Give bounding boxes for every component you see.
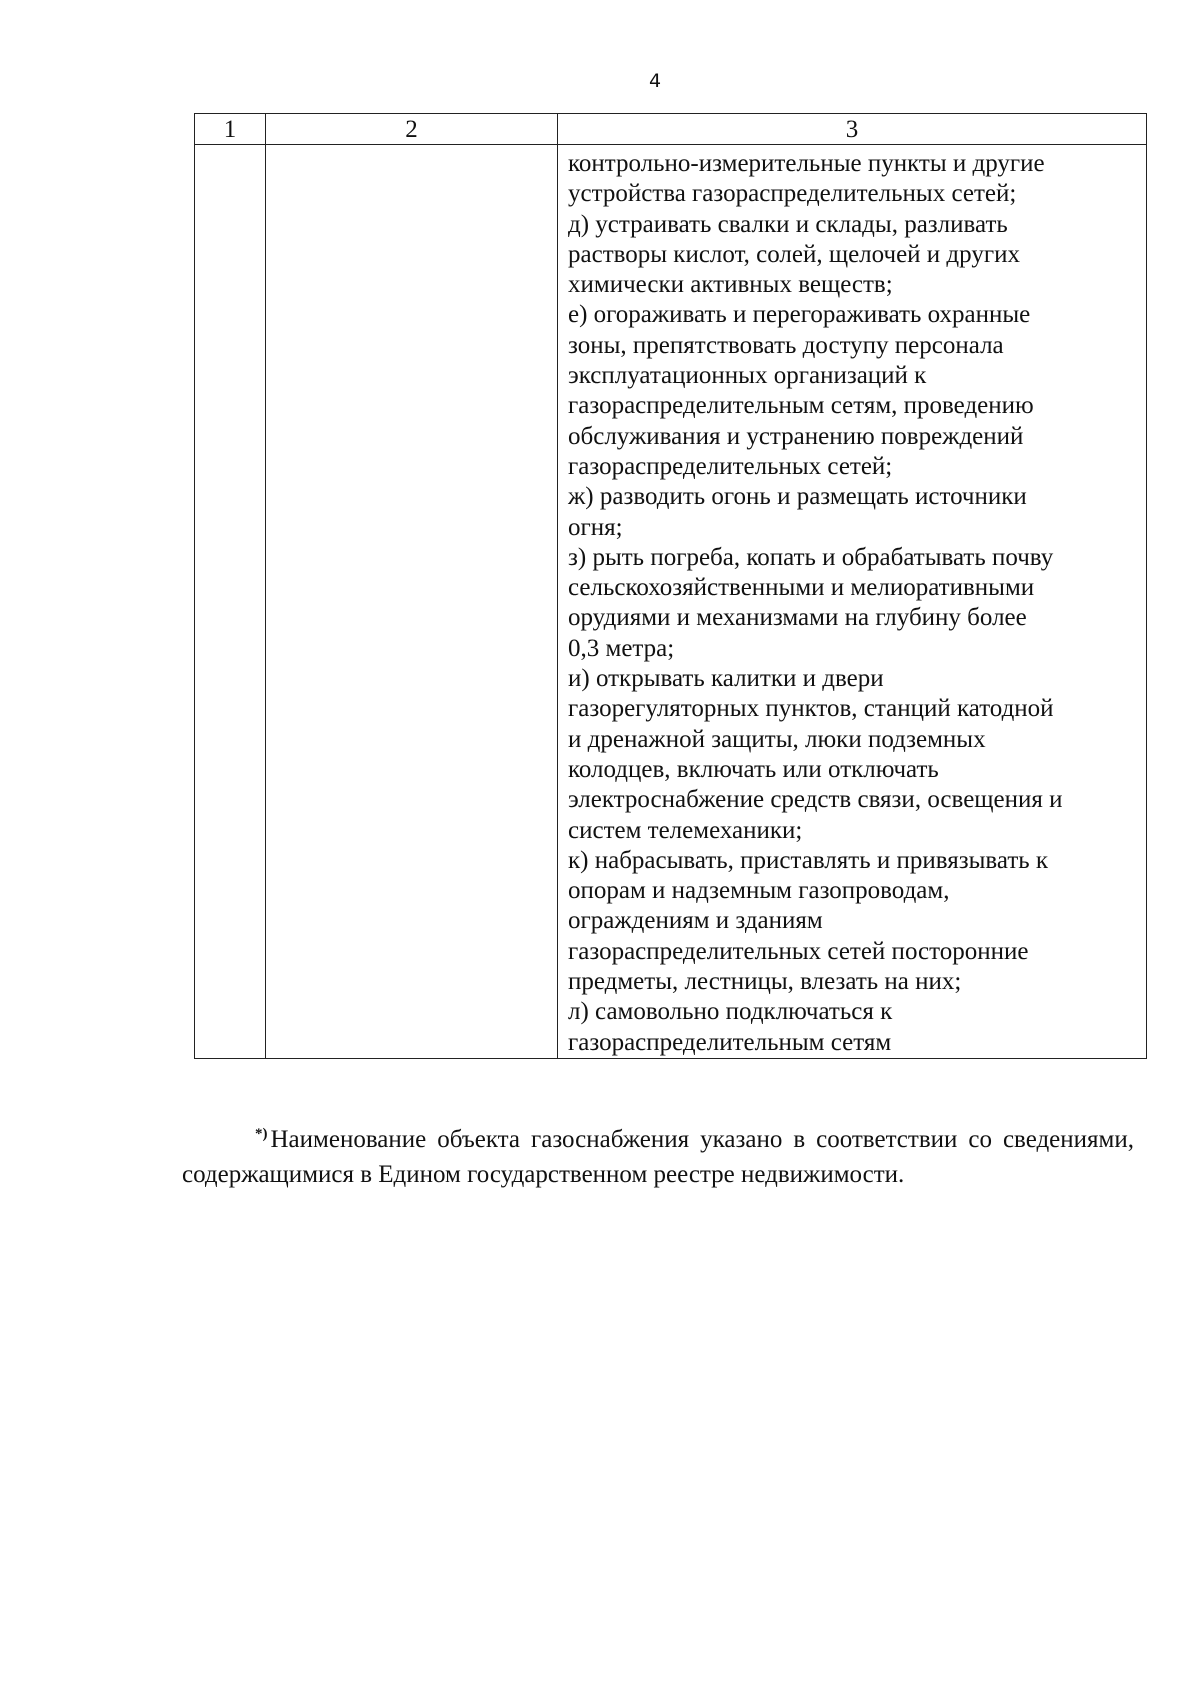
restriction-text-line: л) самовольно подключаться к [568, 998, 893, 1026]
table-cell-col1 [195, 145, 266, 1059]
restriction-text-line: з) рыть погреба, копать и обрабатывать почву [568, 543, 1054, 571]
restriction-text-line: и) открывать калитки и двери [568, 665, 884, 693]
restriction-text-line: газораспределительных сетей; [568, 452, 893, 480]
page-number: 4 [648, 70, 662, 92]
restriction-text-line: химически активных веществ; [568, 271, 893, 299]
restriction-text-line: газораспределительных сетей посторонние [568, 937, 1029, 965]
restriction-text-line: предметы, лестницы, влезать на них; [568, 968, 962, 996]
restriction-text-line: растворы кислот, солей, щелочей и других [568, 240, 1020, 268]
restriction-text-line: контрольно-измерительные пункты и другие [568, 150, 1045, 177]
document-table [194, 113, 1147, 1059]
restriction-text-line: е) огораживать и перегораживать охранные [568, 301, 1031, 329]
footnote [182, 1117, 1134, 1192]
restriction-text-line: устройства газораспределительных сетей; [568, 180, 1017, 208]
footnote-text: Наименование объекта газоснабжения указано в соответствии со сведениями, содержащимися в Едином государственном реестре недвижимости. [182, 1126, 1134, 1188]
restriction-text-line: к) набрасывать, приставлять и привязывать к [568, 846, 1049, 874]
restriction-text-line: ограждениям и зданиям [568, 907, 823, 935]
restriction-text-line: ж) разводить огонь и размещать источники [568, 483, 1027, 511]
restriction-text-line: и дренажной защиты, люки подземных [568, 725, 986, 753]
restriction-text-line: д) устраивать свалки и склады, разливать [568, 210, 1008, 238]
restriction-text-line: электроснабжение средств связи, освещения и [568, 786, 1063, 814]
restriction-text-line: опорам и надземным газопроводам, [568, 877, 950, 905]
restriction-text-line: огня; [568, 513, 623, 541]
restriction-text-line: обслуживания и устранению повреждений [568, 422, 1024, 450]
table-row [195, 145, 1147, 1059]
restriction-text-line: эксплуатационных организаций к [568, 362, 927, 390]
column-header-2: 2 [266, 114, 558, 145]
restriction-text-line: газораспределительным сетям [568, 1028, 892, 1056]
table-cell-col2 [266, 145, 558, 1059]
restriction-text-line: газораспределительным сетям, проведению [568, 392, 1034, 420]
table-header-row [195, 114, 1147, 145]
restriction-text-line: систем телемеханики; [568, 816, 803, 844]
column-header-1: 1 [195, 114, 266, 145]
restriction-text-line: газорегуляторных пунктов, станций катодной [568, 695, 1054, 723]
restriction-text-line: орудиями и механизмами на глубину более [568, 604, 1027, 632]
restriction-text-line: зоны, препятствовать доступу персонала [568, 331, 1004, 359]
restriction-text-line: 0,3 метра; [568, 634, 675, 662]
restriction-text-line: сельскохозяйственными и мелиоративными [568, 574, 1035, 602]
column-header-3: 3 [558, 114, 1147, 145]
footnote-marker: *) [255, 1126, 268, 1142]
table-cell-col3 [558, 145, 1147, 1059]
restriction-text-line: колодцев, включать или отключать [568, 755, 939, 783]
